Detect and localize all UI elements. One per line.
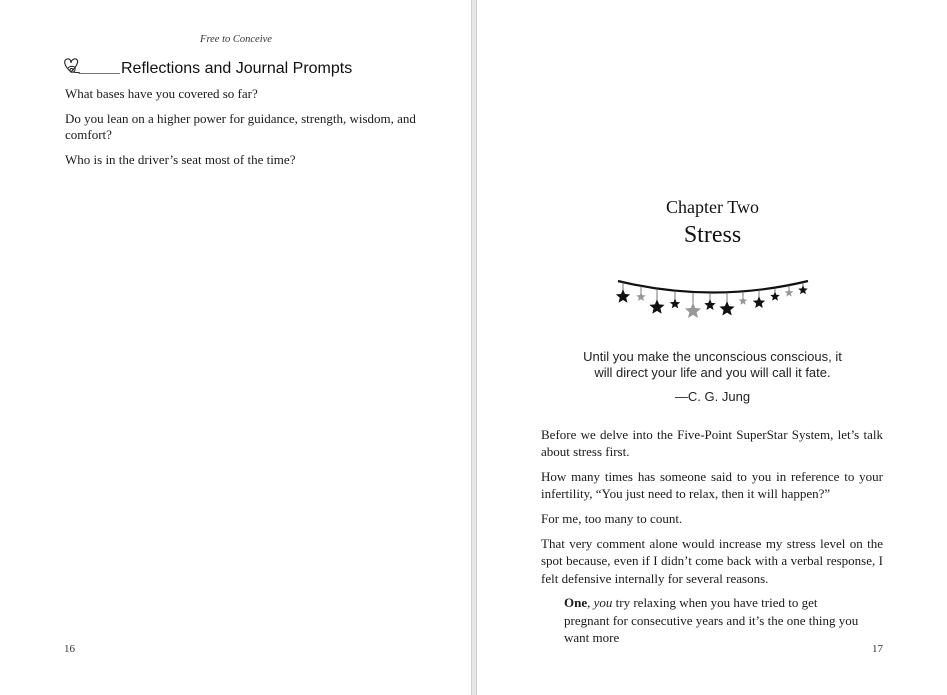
star-icon <box>785 288 794 296</box>
chapter-title: Stress <box>683 222 742 248</box>
star-icon <box>670 298 680 308</box>
star-icon <box>649 299 664 313</box>
star-icon <box>704 299 715 310</box>
star-icon <box>770 292 780 301</box>
epigraph-attribution: —C. G. Jung <box>674 389 751 404</box>
epigraph-line: will direct your life and you will call it fate. <box>594 365 831 380</box>
star-icon <box>636 292 646 301</box>
running-head: Free to Conceive <box>200 34 272 45</box>
heart-swirl-icon <box>62 56 124 82</box>
epigraph-line: Until you make the unconscious conscious, it <box>583 349 842 364</box>
section-heading <box>62 56 422 82</box>
epigraph-quote <box>537 349 888 381</box>
point-lead: One <box>564 595 588 611</box>
body-paragraph: Before we delve into the Five-Point SuperStar System, let’s talk about stress first. <box>541 427 883 460</box>
page-number: 16 <box>64 643 75 655</box>
star-garland-icon <box>613 272 813 320</box>
star-icon <box>753 296 765 308</box>
star-icon <box>685 303 701 318</box>
journal-prompt: Do you lean on a higher power for guidance, strength, wisdom, and comfort? <box>65 110 416 142</box>
chapter-body <box>541 426 883 654</box>
point-comma: , <box>587 595 594 611</box>
section-title: Reflections and Journal Prompts <box>121 60 353 77</box>
star-icon <box>616 289 630 303</box>
left-page <box>0 0 472 695</box>
right-page <box>476 0 947 695</box>
chapter-label: Chapter Two <box>666 197 759 217</box>
star-icon <box>739 297 748 305</box>
journal-prompt: What bases have you covered so far? <box>65 86 258 101</box>
numbered-point <box>564 594 865 646</box>
journal-prompt: Who is in the driver’s seat most of the time? <box>65 151 296 167</box>
journal-prompts <box>65 86 417 176</box>
point-emphasis: you <box>593 595 613 611</box>
body-paragraph: For me, too many to count. <box>541 511 683 527</box>
page-number: 17 <box>872 643 883 655</box>
star-icon <box>798 285 808 294</box>
star-icon <box>719 301 734 315</box>
body-paragraph: How many times has someone said to you in reference to your infertility, “You just need to relax, then it will happen?” <box>541 469 883 502</box>
point-text: try relaxing when you have tried to get pregnant for consecutive years and it’s the one thing you want more <box>564 595 859 645</box>
body-paragraph: That very comment alone would increase my stress level on the spot because, even if I didn’t come back with a verbal response, I felt defensive internally for several reasons. <box>541 535 883 586</box>
